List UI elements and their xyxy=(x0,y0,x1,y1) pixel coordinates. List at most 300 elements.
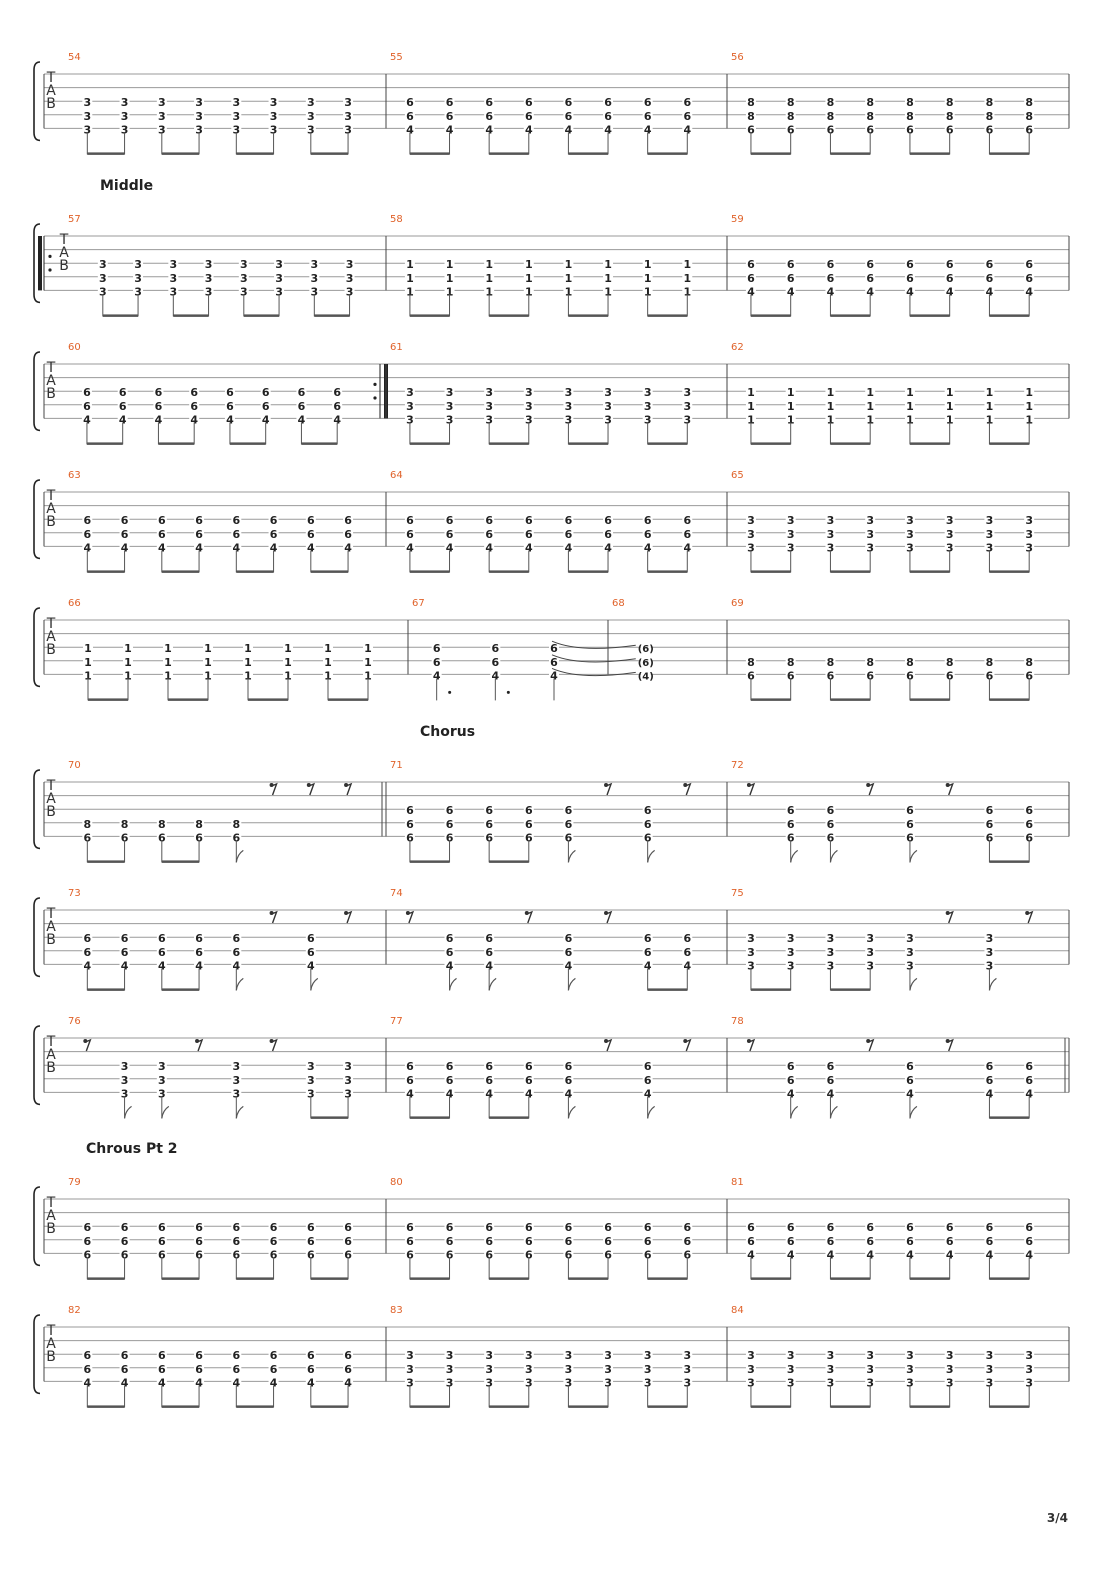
fret-number: 6 xyxy=(906,271,914,285)
fret-number: 6 xyxy=(269,514,278,528)
fret-number: 1 xyxy=(204,642,212,656)
tab-clef-letter: B xyxy=(46,96,56,112)
fret-number: 6 xyxy=(232,514,241,528)
fret-number: 6 xyxy=(485,831,493,845)
fret-number: 8 xyxy=(826,109,835,123)
fret-number: 6 xyxy=(524,1248,533,1262)
fret-number: 6 xyxy=(683,1234,692,1248)
fret-number: 8 xyxy=(1025,109,1034,123)
beam xyxy=(87,1277,124,1280)
tab-system xyxy=(34,342,1069,445)
fret-number: 6 xyxy=(524,527,533,541)
fret-number: 4 xyxy=(297,413,306,427)
fret-number: 1 xyxy=(244,655,252,669)
measure-number: 80 xyxy=(390,1177,403,1188)
fret-number: 3 xyxy=(1025,1376,1034,1390)
measure xyxy=(68,598,373,701)
fret-number: 6 xyxy=(985,817,994,831)
fret-number: 6 xyxy=(786,1060,795,1074)
fret-number: 6 xyxy=(83,386,91,400)
fret-number: 6 xyxy=(406,1073,414,1087)
measure-number: 58 xyxy=(390,214,403,225)
fret-number: 6 xyxy=(906,1234,914,1248)
fret-number: 6 xyxy=(120,945,129,959)
fret-number: 6 xyxy=(118,386,127,400)
beam xyxy=(648,314,688,317)
fret-number: 6 xyxy=(524,96,533,110)
measure-number: 64 xyxy=(390,470,403,481)
fret-number: 4 xyxy=(306,959,315,973)
fret-number: 3 xyxy=(945,1362,954,1376)
fret-number: 3 xyxy=(866,932,875,946)
fret-number: 6 xyxy=(564,1248,573,1262)
fret-number: 3 xyxy=(344,1087,352,1101)
tab-clef-letter: A xyxy=(46,629,56,645)
fret-number: 6 xyxy=(985,831,994,845)
fret-number: 6 xyxy=(985,123,994,137)
fret-number: 6 xyxy=(306,945,315,959)
beam xyxy=(87,570,124,573)
measure-number: 66 xyxy=(68,598,81,609)
note-flag xyxy=(125,1106,132,1118)
fret-number: 3 xyxy=(345,258,354,272)
fret-number: 6 xyxy=(1025,817,1034,831)
fret-number: 3 xyxy=(232,1073,241,1087)
fret-number: 3 xyxy=(604,1349,612,1363)
fret-number: 6 xyxy=(118,399,127,413)
fret-number: 1 xyxy=(164,642,172,656)
fret-number: 6 xyxy=(406,817,414,831)
system-bracket xyxy=(34,608,40,686)
fret-number: 8 xyxy=(945,109,954,123)
fret-number: 3 xyxy=(786,1349,795,1363)
fret-number: 1 xyxy=(324,655,332,669)
fret-number: 6 xyxy=(232,1349,241,1363)
fret-number: 3 xyxy=(826,932,835,946)
fret-number: 4 xyxy=(406,123,414,137)
fret-number: 6 xyxy=(643,831,652,845)
fret-number: 4 xyxy=(945,285,954,299)
fret-number: 4 xyxy=(232,959,241,973)
beam xyxy=(87,988,124,991)
fret-number: 4 xyxy=(683,959,692,973)
tab-clef-letter: A xyxy=(46,791,56,807)
fret-number: 6 xyxy=(1025,1221,1034,1235)
fret-number: 6 xyxy=(945,1234,954,1248)
fret-number: 6 xyxy=(643,1248,652,1262)
eighth-rest xyxy=(866,783,873,795)
tab-clef-letter: B xyxy=(46,386,56,402)
fret-number: 4 xyxy=(550,669,558,683)
fret-number: 6 xyxy=(485,804,493,818)
fret-number: 3 xyxy=(786,514,795,528)
fret-number: 6 xyxy=(445,1073,454,1087)
fret-number: 6 xyxy=(604,109,612,123)
fret-number: 3 xyxy=(485,1362,493,1376)
fret-number: 6 xyxy=(564,1073,573,1087)
fret-number: 8 xyxy=(866,109,875,123)
beam xyxy=(648,152,688,155)
fret-number: 6 xyxy=(485,514,493,528)
measure xyxy=(386,52,692,155)
fret-number: 1 xyxy=(364,642,372,656)
repeat-dot xyxy=(48,268,51,271)
eighth-rest xyxy=(747,783,754,795)
fret-number: 4 xyxy=(643,959,652,973)
measure-number: 68 xyxy=(612,598,625,609)
fret-number: 3 xyxy=(786,932,795,946)
fret-number: 6 xyxy=(786,271,795,285)
fret-number: 4 xyxy=(83,413,91,427)
fret-number: 6 xyxy=(445,514,454,528)
fret-number: 6 xyxy=(747,258,755,272)
fret-number: 1 xyxy=(485,258,493,272)
fret-number: 1 xyxy=(906,386,914,400)
fret-number: 8 xyxy=(786,655,795,669)
fret-number: 3 xyxy=(985,514,994,528)
fret-number: 6 xyxy=(747,1221,755,1235)
measure xyxy=(552,598,654,682)
fret-number: 3 xyxy=(269,109,278,123)
fret-number: 3 xyxy=(445,1376,454,1390)
fret-number: 4 xyxy=(564,959,573,973)
fret-number: 6 xyxy=(344,1221,352,1235)
fret-number: 6 xyxy=(333,399,342,413)
fret-number: 6 xyxy=(945,258,954,272)
repeat-start-thick-bar xyxy=(38,236,42,290)
tab-clef-letter: T xyxy=(46,70,56,86)
fret-number: 6 xyxy=(195,514,203,528)
note-flag xyxy=(910,850,917,862)
note-flag xyxy=(648,1106,655,1118)
measure xyxy=(727,760,1034,863)
fret-number: 3 xyxy=(157,1087,166,1101)
fret-number: 6 xyxy=(524,804,533,818)
fret-number: 6 xyxy=(232,1248,241,1262)
fret-number: 4 xyxy=(232,1376,241,1390)
fret-number: 6 xyxy=(269,1362,278,1376)
fret-number: 1 xyxy=(406,258,414,272)
fret-number: 4 xyxy=(985,285,994,299)
fret-number: 4 xyxy=(564,1087,573,1101)
fret-number: 6 xyxy=(306,932,315,946)
beam xyxy=(989,860,1029,863)
fret-number: 6 xyxy=(985,1073,994,1087)
fret-number: 6 xyxy=(344,514,352,528)
fret-number: 4 xyxy=(491,669,500,683)
fret-number: 3 xyxy=(306,1073,315,1087)
beam xyxy=(311,570,348,573)
beam xyxy=(410,1116,450,1119)
fret-number: 1 xyxy=(866,399,875,413)
measure-number: 72 xyxy=(731,760,744,771)
system-bracket xyxy=(34,352,40,430)
fret-number: 4 xyxy=(190,413,199,427)
fret-number: 6 xyxy=(83,514,92,528)
fret-number: 8 xyxy=(945,655,954,669)
fret-number: 6 xyxy=(786,258,795,272)
tab-clef-letter: T xyxy=(46,906,56,922)
fret-number: 6 xyxy=(157,527,166,541)
tab-clef-letter: A xyxy=(59,245,69,261)
fret-number: 3 xyxy=(445,386,454,400)
fret-number: 6 xyxy=(485,96,493,110)
fret-number: 4 xyxy=(195,541,203,555)
fret-number: 4 xyxy=(157,959,166,973)
fret-number: 4 xyxy=(485,123,493,137)
fret-number: 6 xyxy=(445,831,454,845)
fret-number: 6 xyxy=(604,1248,612,1262)
fret-number: 6 xyxy=(826,831,835,845)
fret-number: 3 xyxy=(195,96,203,110)
fret-number: 6 xyxy=(195,831,203,845)
fret-number: 1 xyxy=(826,413,835,427)
fret-number: 6 xyxy=(866,123,875,137)
fret-number: 4 xyxy=(120,541,129,555)
fret-number: 4 xyxy=(83,541,92,555)
fret-number: 3 xyxy=(985,1376,994,1390)
fret-number: 3 xyxy=(134,285,142,299)
tab-clef-letter: B xyxy=(59,258,69,274)
measure xyxy=(68,342,388,445)
note-flag xyxy=(989,978,996,990)
fret-number: 3 xyxy=(786,945,795,959)
beam xyxy=(162,1277,199,1280)
page-number: 3/4 xyxy=(1046,1511,1068,1525)
note-flag xyxy=(450,978,457,990)
fret-number: 6 xyxy=(297,386,306,400)
fret-number: 6 xyxy=(564,1060,573,1074)
fret-number: 6 xyxy=(83,1349,92,1363)
fret-number: 3 xyxy=(120,123,129,137)
fret-number: 3 xyxy=(134,271,142,285)
fret-number: 6 xyxy=(1025,1234,1034,1248)
fret-number: 4 xyxy=(195,959,203,973)
fret-number: 1 xyxy=(324,669,332,683)
fret-number: 1 xyxy=(124,642,132,656)
beam xyxy=(88,698,128,701)
fret-number: 6 xyxy=(564,514,573,528)
tab-system xyxy=(34,888,1069,991)
fret-number: 3 xyxy=(345,271,354,285)
fret-number: 6 xyxy=(491,655,500,669)
fret-number: 3 xyxy=(683,1376,692,1390)
fret-number: 3 xyxy=(169,271,178,285)
fret-number: 3 xyxy=(747,1349,755,1363)
tab-clef-letter: A xyxy=(46,919,56,935)
fret-number: 6 xyxy=(985,804,994,818)
beam xyxy=(568,1405,608,1408)
fret-number: 1 xyxy=(364,655,372,669)
beam xyxy=(301,442,337,445)
measure-number: 63 xyxy=(68,470,81,481)
dot xyxy=(507,691,510,694)
fret-number: 6 xyxy=(306,1234,315,1248)
fret-number: 8 xyxy=(232,817,241,831)
fret-number: 6 xyxy=(190,386,199,400)
fret-number: 6 xyxy=(1025,123,1034,137)
fret-number: 6 xyxy=(643,804,652,818)
fret-number: 6 xyxy=(157,945,166,959)
measure xyxy=(68,1305,353,1408)
fret-number: 3 xyxy=(906,932,914,946)
fret-number: 4 xyxy=(866,1248,875,1262)
fret-number: 6 xyxy=(485,1248,493,1262)
beam xyxy=(830,1405,870,1408)
fret-number: 6 xyxy=(297,399,306,413)
fret-number: 6 xyxy=(445,945,454,959)
fret-number: 6 xyxy=(445,1060,454,1074)
fret-number: 3 xyxy=(98,258,107,272)
section-label: Chorus xyxy=(420,724,476,740)
beam xyxy=(830,698,870,701)
beam xyxy=(410,152,450,155)
measure-number: 56 xyxy=(731,52,744,63)
fret-number: 6 xyxy=(232,1362,241,1376)
fret-number: 3 xyxy=(985,945,994,959)
beam xyxy=(751,698,791,701)
measure xyxy=(386,470,692,573)
eighth-rest xyxy=(1025,911,1032,923)
fret-number: 6 xyxy=(406,527,414,541)
beam xyxy=(830,570,870,573)
beam xyxy=(751,570,791,573)
fret-number: 3 xyxy=(683,399,692,413)
tab-clef-letter: A xyxy=(46,373,56,389)
measure xyxy=(68,888,351,991)
fret-number: 3 xyxy=(786,527,795,541)
fret-number: 3 xyxy=(406,413,414,427)
fret-number: 3 xyxy=(406,386,414,400)
fret-number: 6 xyxy=(786,804,795,818)
fret-number: 3 xyxy=(157,123,166,137)
fret-number: 3 xyxy=(747,541,755,555)
measure-number: 57 xyxy=(68,214,81,225)
fret-number: 6 xyxy=(445,1234,454,1248)
beam xyxy=(489,152,529,155)
fret-number: 6 xyxy=(445,527,454,541)
fret-number: 3 xyxy=(275,258,283,272)
note-flag xyxy=(568,850,575,862)
measure-number: 71 xyxy=(390,760,403,771)
fret-number: 6 xyxy=(120,831,129,845)
fret-number: 6 xyxy=(485,945,493,959)
fret-number: 4 xyxy=(154,413,163,427)
fret-number: 3 xyxy=(232,1060,241,1074)
fret-number: 1 xyxy=(1025,386,1034,400)
fret-number: 1 xyxy=(786,399,795,413)
fret-number: 6 xyxy=(120,1362,129,1376)
measure xyxy=(386,1016,690,1119)
fret-number: 3 xyxy=(906,1362,914,1376)
fret-number: 6 xyxy=(154,399,163,413)
measure xyxy=(386,214,692,317)
fret-number: 6 xyxy=(120,514,129,528)
fret-number: 6 xyxy=(83,1362,92,1376)
fret-number: 4 xyxy=(157,1376,166,1390)
fret-number: 3 xyxy=(485,386,493,400)
fret-number: 6 xyxy=(120,1234,129,1248)
fret-number: 3 xyxy=(866,1362,875,1376)
measure xyxy=(386,760,690,863)
beam xyxy=(910,314,950,317)
fret-number: 6 xyxy=(524,1060,533,1074)
fret-number: 1 xyxy=(244,669,252,683)
fret-number: 6 xyxy=(683,932,692,946)
fret-number: 1 xyxy=(747,413,755,427)
fret-number: 6 xyxy=(604,1234,612,1248)
fret-number: 6 xyxy=(524,831,533,845)
measure-number: 81 xyxy=(731,1177,744,1188)
measure xyxy=(68,470,353,573)
fret-number: 6 xyxy=(985,271,994,285)
fret-number: 6 xyxy=(826,258,835,272)
fret-number: 3 xyxy=(826,959,835,973)
note-flag xyxy=(236,850,243,862)
fret-number: 3 xyxy=(786,541,795,555)
tab-clef-letter: B xyxy=(46,514,56,530)
fret-number: 8 xyxy=(866,655,875,669)
fret-number: 1 xyxy=(445,285,454,299)
fret-number: 6 xyxy=(683,1221,692,1235)
beam xyxy=(989,314,1029,317)
measure-number: 74 xyxy=(390,888,403,899)
fret-number: 3 xyxy=(83,109,92,123)
fret-number: 6 xyxy=(564,96,573,110)
fret-number: 3 xyxy=(604,1362,612,1376)
system-bracket xyxy=(34,1315,40,1393)
fret-number: 3 xyxy=(643,413,652,427)
fret-number: 3 xyxy=(524,399,533,413)
beam xyxy=(248,698,288,701)
beam xyxy=(830,988,870,991)
fret-number: 8 xyxy=(985,655,994,669)
fret-number: 6 xyxy=(269,527,278,541)
fret-number: 3 xyxy=(564,386,573,400)
tab-clef-letter: B xyxy=(46,1349,56,1365)
measure xyxy=(68,52,353,155)
fret-number: 3 xyxy=(157,1073,166,1087)
measure xyxy=(386,888,692,991)
fret-number: 6 xyxy=(261,399,270,413)
fret-number: 6 xyxy=(550,642,558,656)
fret-number: 3 xyxy=(747,527,755,541)
fret-number: 6 xyxy=(985,1060,994,1074)
fret-number: 6 xyxy=(344,1234,352,1248)
fret-number: 3 xyxy=(239,258,248,272)
fret-number: 3 xyxy=(906,514,914,528)
beam xyxy=(173,314,208,317)
fret-number: 6 xyxy=(432,642,441,656)
beam xyxy=(910,698,950,701)
fret-number: 1 xyxy=(524,258,533,272)
fret-number: 6 xyxy=(564,932,573,946)
tab-clef-letter: A xyxy=(46,1336,56,1352)
fret-number: 3 xyxy=(683,386,692,400)
fret-number: 1 xyxy=(284,642,292,656)
fret-number: 6 xyxy=(157,831,166,845)
fret-number: 6 xyxy=(985,1221,994,1235)
beam xyxy=(244,314,279,317)
fret-number: 6 xyxy=(232,527,241,541)
fret-number: 1 xyxy=(604,271,612,285)
fret-number: 4 xyxy=(643,123,652,137)
fret-number: 8 xyxy=(906,109,914,123)
fret-number: 4 xyxy=(564,123,573,137)
fret-number: 3 xyxy=(524,1376,533,1390)
fret-number: 8 xyxy=(985,109,994,123)
fret-number: 3 xyxy=(906,1376,914,1390)
